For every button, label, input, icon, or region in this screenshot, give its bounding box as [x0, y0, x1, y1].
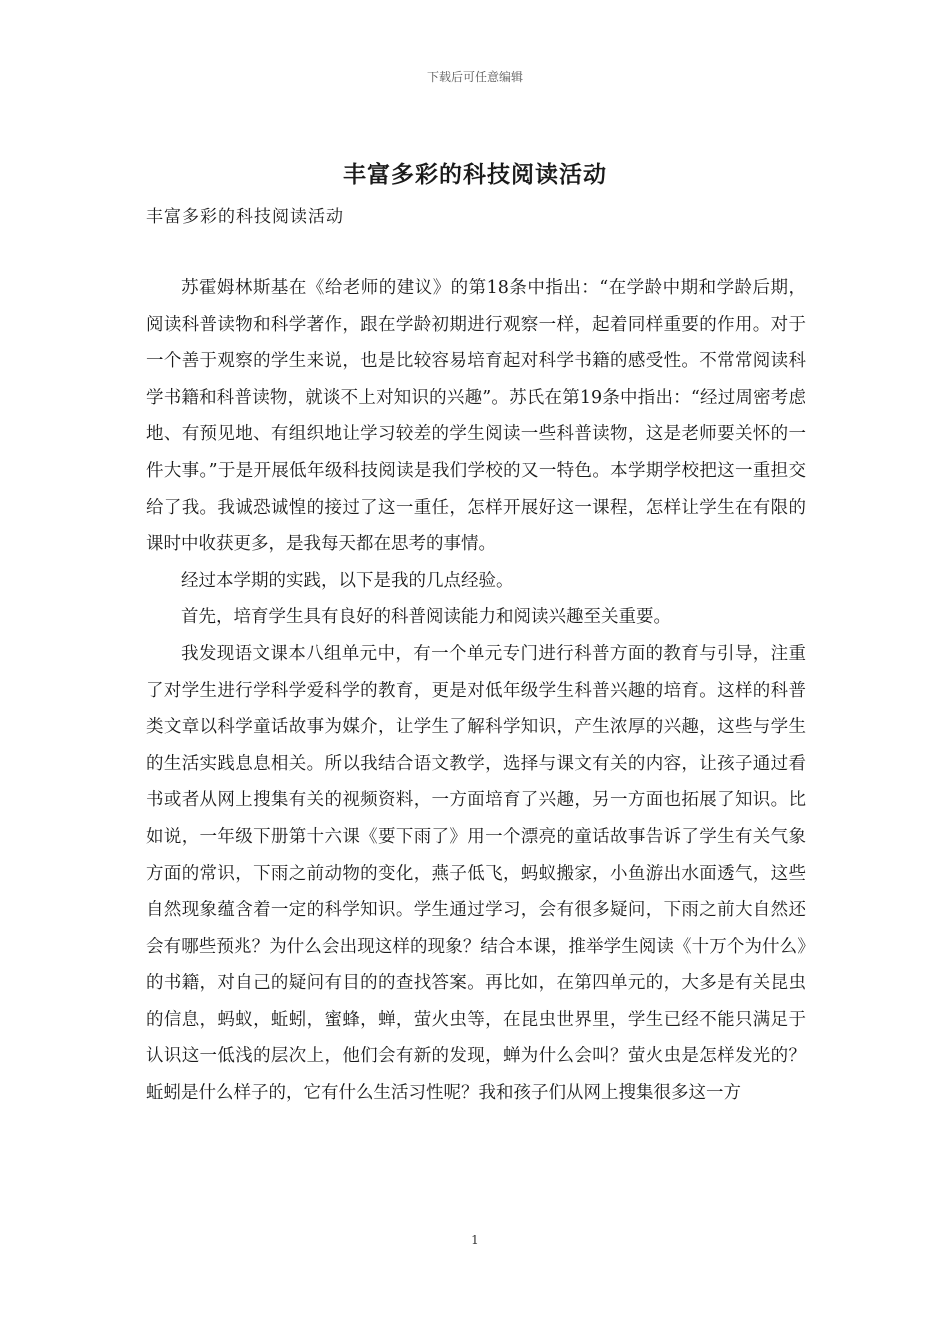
document-subtitle: 丰富多彩的科技阅读活动: [146, 207, 344, 227]
page-header-note: 下载后可任意编辑: [426, 70, 523, 84]
document-title: 丰富多彩的科技阅读活动: [343, 161, 607, 188]
document-body: [146, 270, 806, 1112]
paragraph-experience: 经过本学期的实践，以下是我的几点经验。: [181, 570, 514, 591]
paragraph-textbook-discussion: 我发现语文课本八组单元中，有一个单元专门进行科普方面的教育与引导，注重了对学生进行学科学爱科学的教育，更是对低年级学生科普兴趣的培育。这样的科普类文章以科学童话故事为媒介，让学生了解科学知识，产生浓厚的兴趣，这些与学生的生活实践息息相关。所以我结合语文教学，选择与课文有关的内容，让孩子通过看书或者从网上搜集有关的视频资料，一方面培育了兴趣，另一方面也拓展了知识。比如说，一年级下册第十六课《要下雨了》用一个漂亮的童话故事告诉了学生有关气象方面的常识，下雨之前动物的变化，燕子低飞，蚂蚁搬家，小鱼游出水面透气，这些自然现象蕴含着一定的科学知识。学生通过学习，会有很多疑问，下雨之前大自然还会有哪些预兆？为什么会出现这样的现象？结合本课，推举学生阅读《十万个为什么》的书籍，对自己的疑问有目的的查找答案。再比如，在第四单元的，大多是有关昆虫的信息，蚂蚁，蚯蚓，蜜蜂，蝉，萤火虫等，在昆虫世界里，学生已经不能只满足于认识这一低浅的层次上，他们会有新的发现，蝉为什么会叫？萤火虫是怎样发光的？蚯蚓是什么样子的，它有什么生活习性呢？我和孩子们从网上搜集很多这一方: [146, 643, 806, 1104]
paragraph-intro: 苏霍姆林斯基在《给老师的建议》的第18条中指出：“在学龄中期和学龄后期，阅读科普读物和科学著作，跟在学龄初期进行观察一样，起着同样重要的作用。对于一个善于观察的学生来说，也是比较容易培育起对科学书籍的感受性。不常常阅读科学书籍和科普读物，就谈不上对知识的兴趣”。苏氏在第19条中指出：“经过周密考虑地、有预见地、有组织地让学习较差的学生阅读一些科普读物，这是老师要关怀的一件大事。”于是开展低年级科技阅读是我们学校的又一特色。本学期学校把这一重担交给了我。我诚恐诚惶的接过了这一重任，怎样开展好这一课程，怎样让学生在有限的课时中收获更多，是我每天都在思考的事情。: [146, 278, 806, 555]
paragraph-first-point: 首先，培育学生具有良好的科普阅读能力和阅读兴趣至关重要。: [181, 607, 671, 628]
page-number: 1: [471, 1233, 479, 1247]
